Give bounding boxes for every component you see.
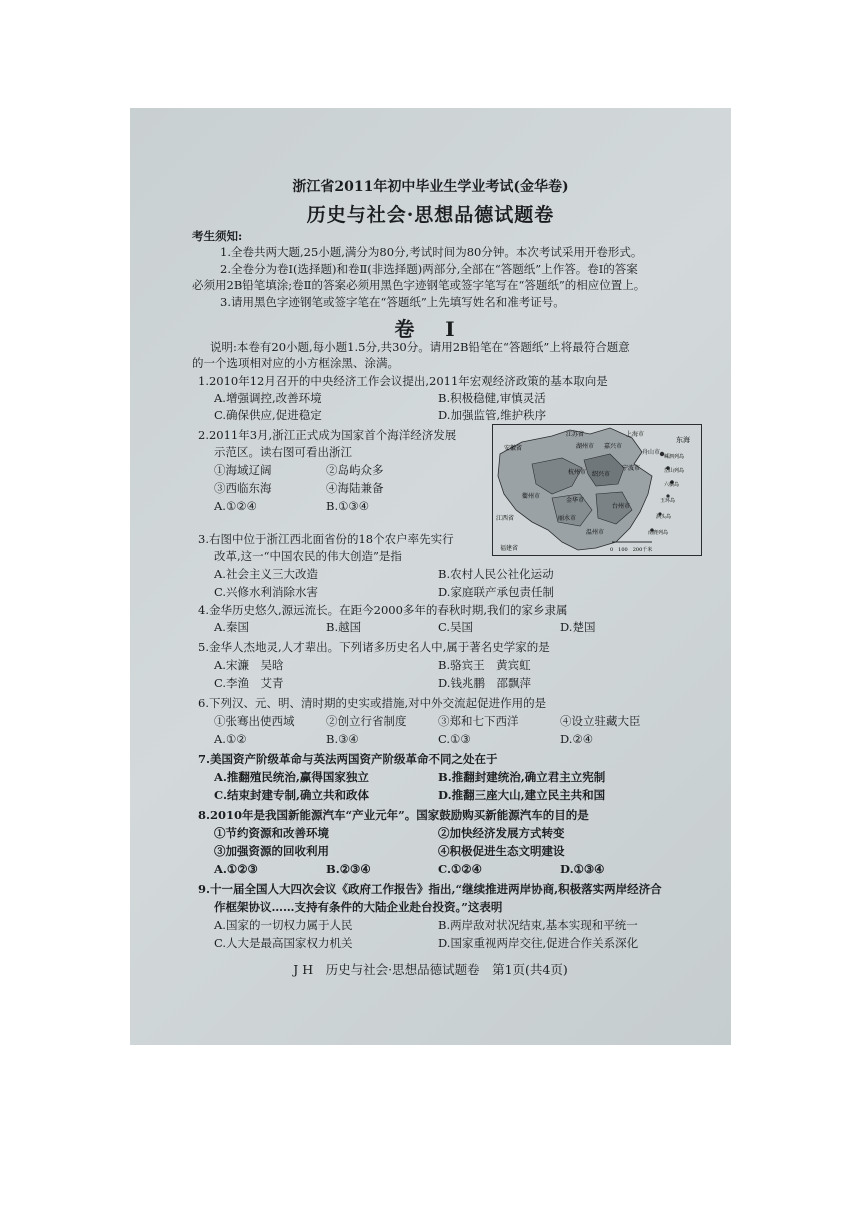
question-2-option-a: A.①②④ bbox=[214, 499, 257, 513]
map-label: 玉环岛 bbox=[660, 498, 676, 504]
question-6-item-3: ③郑和七下西洋 bbox=[438, 714, 519, 728]
question-6-stem: 6.下列汉、元、明、清时期的史实或措施,对中外交流起促进作用的是 bbox=[198, 696, 547, 710]
question-1-option-c: C.确保供应,促进稳定 bbox=[214, 408, 322, 422]
map-label: 东海 bbox=[676, 436, 690, 444]
question-6-option-d: D.②④ bbox=[560, 732, 594, 746]
map-label: 岱山列岛 bbox=[664, 468, 685, 474]
map-label: 金华市 bbox=[566, 497, 585, 504]
question-9-option-a: A.国家的一切权力属于人民 bbox=[214, 918, 353, 932]
question-2-item-3: ③西临东海 bbox=[214, 481, 272, 495]
question-6-item-1: ①张骞出使西域 bbox=[214, 714, 295, 728]
question-6-option-a: A.①② bbox=[214, 732, 247, 746]
map-label: 舟山市 bbox=[642, 449, 661, 456]
question-4-option-d: D.楚国 bbox=[560, 620, 596, 634]
question-4-option-c: C.吴国 bbox=[438, 620, 474, 634]
map-scale-label: 0 100 200千米 bbox=[610, 547, 653, 553]
map-label: 江西省 bbox=[496, 515, 515, 522]
question-9-option-d: D.国家重视两岸交往,促进合作关系深化 bbox=[438, 936, 639, 950]
map-label: 江苏省 bbox=[566, 431, 585, 438]
question-8-option-d: D.①③④ bbox=[560, 862, 605, 876]
question-1-option-d: D.加强监管,维护秩序 bbox=[438, 408, 547, 422]
question-2-item-4: ④海陆兼备 bbox=[326, 481, 384, 495]
question-8-stem: 8.2010年是我国新能源汽车“产业元年”。国家鼓励购买新能源汽车的目的是 bbox=[198, 808, 589, 822]
map-label: 杭州市 bbox=[568, 469, 587, 476]
question-8-option-b: B.②③④ bbox=[326, 862, 371, 876]
exam-subtitle: 历史与社会·思想品德试题卷 bbox=[306, 204, 555, 226]
map-label: 上海市 bbox=[626, 431, 645, 438]
question-5-option-c: C.李渔 艾青 bbox=[214, 676, 284, 690]
map-label: 台州市 bbox=[612, 503, 631, 510]
question-8-option-c: C.①②④ bbox=[438, 862, 482, 876]
map-label: 绍兴市 bbox=[592, 471, 611, 478]
question-4-option-b: B.越国 bbox=[326, 620, 362, 634]
question-6-item-4: ④设立驻藏大臣 bbox=[560, 714, 641, 728]
notice-item-2: 2.全卷分为卷Ⅰ(选择题)和卷Ⅱ(非选择题)两部分,全部在“答题纸”上作答。卷Ⅰ的答案 bbox=[220, 262, 638, 276]
question-7-option-b: B.推翻封建统治,确立君主立宪制 bbox=[438, 770, 606, 784]
question-2-stem-cont: 示范区。读右图可看出浙江 bbox=[214, 445, 352, 459]
question-2-item-2: ②岛屿众多 bbox=[326, 463, 384, 477]
question-6-option-b: B.③④ bbox=[326, 732, 359, 746]
question-2-option-b: B.①③④ bbox=[326, 499, 370, 513]
exam-title: 浙江省2011年初中毕业生学业考试(金华卷) bbox=[292, 179, 569, 195]
exam-paper bbox=[130, 108, 731, 1045]
question-4-option-a: A.秦国 bbox=[214, 620, 249, 634]
question-8-item-4: ④积极促进生态文明建设 bbox=[438, 844, 565, 858]
question-7-option-c: C.结束封建专制,确立共和政体 bbox=[214, 788, 369, 802]
question-9-stem-cont: 作框架协议……支持有条件的大陆企业赴台投资。”这表明 bbox=[214, 900, 503, 914]
question-3-option-a: A.社会主义三大改造 bbox=[214, 567, 318, 581]
question-6-item-2: ②创立行省制度 bbox=[326, 714, 407, 728]
question-3-stem-cont: 改革,这一“中国农民的伟大创造”是指 bbox=[214, 549, 402, 563]
notice-heading: 考生须知: bbox=[192, 229, 243, 243]
map-label: 温州市 bbox=[586, 529, 605, 536]
question-5-stem: 5.金华人杰地灵,人才辈出。下列诸多历史名人中,属于著名史学家的是 bbox=[198, 640, 550, 654]
page-footer: J H 历史与社会·思想品德试题卷 第1页(共4页) bbox=[293, 962, 568, 977]
question-3-option-d: D.家庭联产承包责任制 bbox=[438, 585, 554, 599]
notice-item-1: 1.全卷共两大题,25小题,满分为80分,考试时间为80分钟。本次考试采用开卷形式。 bbox=[220, 245, 643, 259]
question-9-option-c: C.人大是最高国家权力机关 bbox=[214, 936, 353, 950]
question-3-stem: 3.右图中位于浙江西北面省份的18个农户率先实行 bbox=[198, 532, 454, 546]
question-8-item-3: ③加强资源的回收利用 bbox=[214, 844, 329, 858]
question-3-option-b: B.农村人民公社化运动 bbox=[438, 567, 554, 581]
question-1-option-b: B.积极稳健,审慎灵活 bbox=[438, 391, 546, 405]
map-label: 南麂列岛 bbox=[648, 530, 669, 536]
question-9-option-b: B.两岸敌对状况结束,基本实现和平统一 bbox=[438, 918, 638, 932]
map-label: 福建省 bbox=[500, 545, 519, 552]
map-label: 六横岛 bbox=[664, 482, 680, 488]
question-7-option-d: D.推翻三座大山,建立民主共和国 bbox=[438, 788, 606, 802]
question-5-option-d: D.钱兆鹏 邵飘萍 bbox=[438, 676, 531, 690]
section-instructions: 说明:本卷有20小题,每小题1.5分,共30分。请用2B铅笔在“答题纸”上将最符合题意 bbox=[210, 340, 630, 354]
question-3-option-c: C.兴修水利消除水害 bbox=[214, 585, 319, 599]
map-label: 安徽省 bbox=[504, 445, 523, 452]
map-label: 丽水市 bbox=[558, 515, 577, 522]
question-5-option-b: B.骆宾王 黄宾虹 bbox=[438, 658, 531, 672]
question-6-option-c: C.①③ bbox=[438, 732, 471, 746]
question-2-item-1: ①海域辽阔 bbox=[214, 463, 272, 477]
photographed-exam-page bbox=[130, 108, 731, 1045]
question-4-stem: 4.金华历史悠久,源远流长。在距今2000多年的春秋时期,我们的家乡隶属 bbox=[198, 603, 568, 617]
question-8-option-a: A.①②③ bbox=[214, 862, 258, 876]
map-label: 嘉兴市 bbox=[604, 443, 623, 450]
map-label: 衢州市 bbox=[522, 493, 541, 500]
question-1-stem: 1.2010年12月召开的中央经济工作会议提出,2011年宏观经济政策的基本取向是 bbox=[198, 374, 608, 388]
zhejiang-map-graphic bbox=[492, 424, 702, 556]
map-label: 嵊泗列岛 bbox=[664, 454, 685, 460]
map-label: 洞头岛 bbox=[656, 514, 672, 520]
question-7-option-a: A.推翻殖民统治,赢得国家独立 bbox=[214, 770, 369, 784]
zhejiang-map bbox=[492, 424, 702, 556]
section-heading: 卷 Ⅰ bbox=[394, 317, 467, 341]
question-7-stem: 7.美国资产阶级革命与英法两国资产阶级革命不同之处在于 bbox=[198, 752, 498, 766]
notice-item-3: 3.请用黑色字迹钢笔或签字笔在“答题纸”上先填写姓名和准考证号。 bbox=[220, 295, 565, 309]
section-instructions-cont: 的一个选项相对应的小方框涂黑、涂满。 bbox=[192, 356, 399, 370]
question-8-item-2: ②加快经济发展方式转变 bbox=[438, 826, 565, 840]
question-2-stem: 2.2011年3月,浙江正式成为国家首个海洋经济发展 bbox=[198, 428, 457, 442]
question-5-option-a: A.宋濂 吴晗 bbox=[214, 658, 284, 672]
question-8-item-1: ①节约资源和改善环境 bbox=[214, 826, 329, 840]
question-9-stem: 9.十一届全国人大四次会议《政府工作报告》指出,“继续推进两岸协商,积极落实两岸经济合 bbox=[198, 882, 662, 896]
map-label: 湖州市 bbox=[576, 443, 595, 450]
notice-item-2-cont: 必须用2B铅笔填涂;卷Ⅱ的答案必须用黑色字迹钢笔或签字笔写在“答题纸”的相应位置上。 bbox=[192, 278, 646, 292]
question-1-option-a: A.增强调控,改善环境 bbox=[214, 391, 322, 405]
map-label: 宁波市 bbox=[622, 465, 641, 472]
